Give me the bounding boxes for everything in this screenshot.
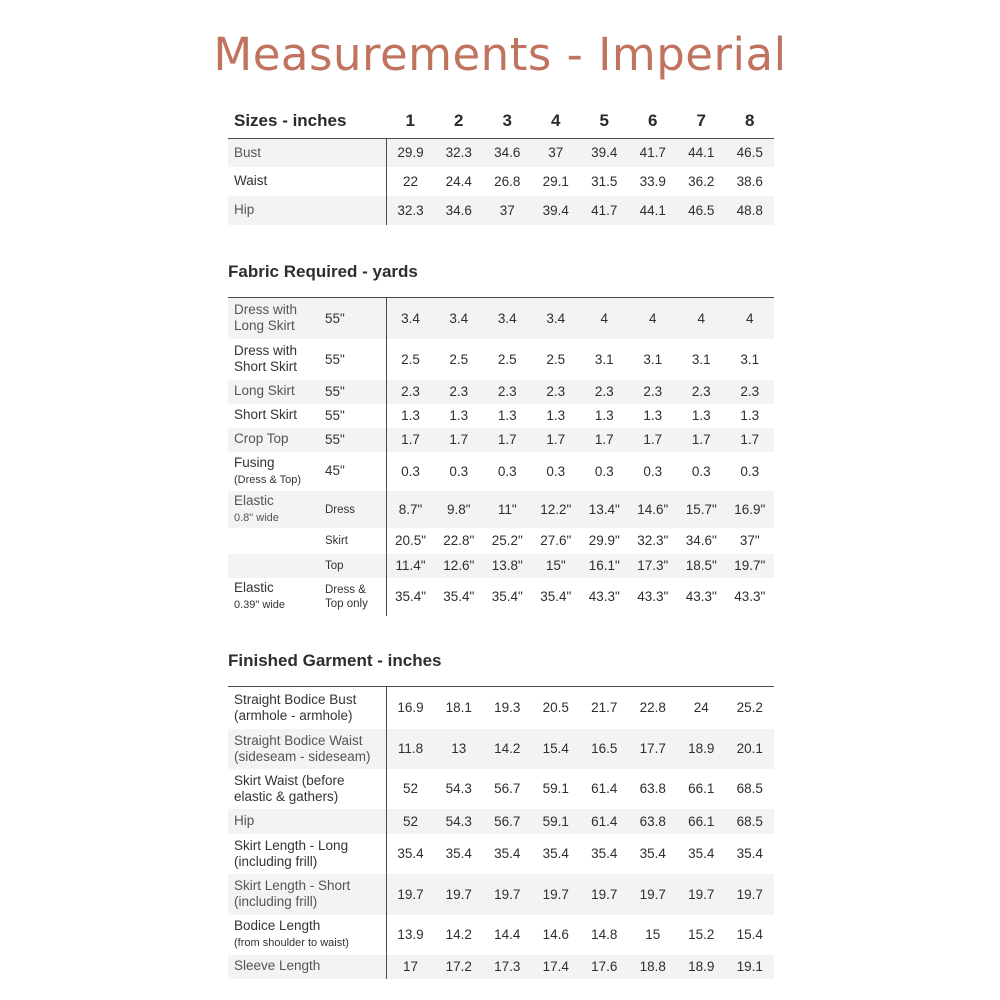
row-label: Skirt Waist (before elastic & gathers) [234,772,345,804]
table-row [228,167,774,196]
cell: 11" [483,491,532,528]
cell: 27.6" [540,533,572,548]
row-label: Waist [234,173,268,189]
fabric-width: 55" [325,311,345,326]
cell: 16.5 [580,729,629,769]
row-label: Hip [234,202,255,218]
cell: 18.9 [677,729,726,769]
sizes-header-label: Sizes - inches [228,104,386,138]
cell: 14.8 [591,927,618,942]
cell: 1.7 [580,428,629,452]
cell: 19.7 [386,874,435,915]
cell: 17 [386,955,435,979]
cell: 25.2" [491,533,523,548]
table-row [228,729,774,769]
cell: 15 [645,927,661,942]
cell: 4 [726,298,775,339]
cell: 17.3 [483,955,532,979]
cell: 39.4 [580,138,629,167]
cell: 1.3 [546,408,566,423]
cell: 14.6 [542,927,569,942]
cell: 33.9 [639,174,666,189]
cell: 2.3 [386,380,435,404]
cell: 3.4 [386,298,435,339]
cell: 35.4" [491,589,523,604]
cell: 0.3 [546,463,566,479]
cell: 18.5" [677,554,726,578]
cell: 3.4 [483,298,532,339]
cell: 38.6 [736,174,763,189]
cell: 17.3" [629,554,678,578]
cell: 24 [693,700,709,716]
fabric-width: 55" [325,383,345,399]
cell: 2.3 [532,380,581,404]
size-column-header: 8 [726,104,775,138]
cell: 11.8 [386,729,435,769]
cell: 2.3 [435,380,484,404]
cell: 1.7 [386,428,435,452]
fabric-section-title: Fabric Required - yards [228,262,418,281]
cell: 61.4 [580,809,629,834]
row-label: Straight Bodice Waist (sideseam - sideseam) [234,732,371,764]
cell: 34.6 [435,196,484,225]
cell: 61.4 [591,781,618,796]
cell: 1.3 [401,408,420,423]
cell: 18.1 [445,700,472,716]
row-label: Dress with Long Skirt [234,302,298,334]
finished-table [228,686,774,979]
row-label: Bodice Length (from shoulder to waist) [234,918,349,949]
table-row [228,196,774,225]
row-label: Crop Top [234,431,289,447]
table-row [228,404,774,428]
cell: 3.1 [594,351,614,367]
table-row [228,769,774,809]
cell: 35.4 [445,846,472,861]
elastic-use: Dress [325,503,356,516]
cell: 1.3 [643,408,663,423]
cell: 54.3 [435,809,484,834]
row-label: Elastic 0.39" wide [234,580,285,611]
cell: 15.4 [736,927,763,942]
cell: 0.3 [401,463,420,479]
table-row [228,554,774,578]
cell: 16.1" [580,554,629,578]
cell: 19.7 [629,874,678,915]
cell: 35.4" [540,589,572,604]
sizes-table-block [228,104,774,225]
row-label: Hip [234,812,255,828]
cell: 21.7 [591,700,618,716]
cell: 35.4 [494,846,521,861]
cell: 29.9 [386,138,435,167]
cell: 41.7 [629,138,678,167]
table-row [228,491,774,528]
cell: 43.3" [637,589,669,604]
cell: 1.3 [449,408,469,423]
cell: 46.5 [726,138,775,167]
cell: 14.2 [483,729,532,769]
row-label: Elastic 0.8" wide [234,492,279,524]
table-row [228,915,774,955]
size-column-header: 2 [435,104,484,138]
cell: 18.8 [629,955,678,979]
cell: 25.2 [736,700,763,716]
cell: 43.3" [685,589,717,604]
size-column-header: 3 [483,104,532,138]
cell: 17.4 [532,955,581,979]
fabric-width: 55" [325,351,345,367]
cell: 1.7 [677,428,726,452]
cell: 1.3 [691,408,711,423]
cell: 20.1 [726,729,775,769]
cell: 36.2 [688,174,715,189]
table-row [228,339,774,380]
cell: 16.9 [397,700,424,716]
cell: 14.2 [445,927,472,942]
cell: 4 [629,298,678,339]
size-column-header: 1 [386,104,435,138]
cell: 15.4 [532,729,581,769]
cell: 17.6 [580,955,629,979]
cell: 18.9 [677,955,726,979]
cell: 52 [386,809,435,834]
table-row [228,298,774,339]
cell: 35.4 [542,846,569,861]
cell: 19.3 [494,700,521,716]
cell: 14.6" [629,491,678,528]
cell: 19.7 [726,874,775,915]
cell: 19.7 [677,874,726,915]
cell: 20.5 [542,700,569,716]
cell: 34.6" [685,533,717,548]
cell: 3.4 [532,298,581,339]
cell: 22.8 [639,700,666,716]
cell: 19.7" [726,554,775,578]
cell: 26.8 [494,174,521,189]
table-row [228,452,774,491]
cell: 56.7 [494,781,521,796]
fabric-width: 45" [325,462,345,478]
cell: 1.7 [532,428,581,452]
table-row [228,138,774,167]
row-label: Skirt Length - Long (including frill) [234,837,349,869]
cell: 35.4 [688,846,715,861]
cell: 48.8 [726,196,775,225]
fabric-table [228,297,774,616]
cell: 39.4 [532,196,581,225]
fabric-width: 55" [325,431,345,447]
cell: 22 [402,174,419,189]
cell: 1.7 [435,428,484,452]
cell: 31.5 [591,174,618,189]
row-label: Long Skirt [234,383,295,399]
cell: 8.7" [386,491,435,528]
cell: 1.3 [594,408,614,423]
cell: 63.8 [639,781,666,796]
cell: 37 [483,196,532,225]
table-row [228,687,774,729]
finished-table-block [228,686,774,979]
cell: 46.5 [677,196,726,225]
cell: 15" [532,554,581,578]
cell: 2.3 [580,380,629,404]
cell: 15.2 [688,927,715,942]
cell: 37 [532,138,581,167]
cell: 2.5 [401,351,420,367]
table-row [228,528,774,554]
cell: 35.4 [397,846,424,861]
elastic-use: Top [325,559,344,572]
cell: 59.1 [532,809,581,834]
table-row [228,874,774,915]
cell: 12.2" [532,491,581,528]
cell: 35.4" [394,589,427,604]
cell: 35.4" [443,589,475,604]
cell: 0.3 [594,463,614,479]
cell: 12.6" [435,554,484,578]
cell: 32.3 [386,196,435,225]
cell: 1.7 [629,428,678,452]
cell: 52 [402,781,419,796]
cell: 41.7 [580,196,629,225]
cell: 59.1 [542,781,569,796]
table-row [228,955,774,979]
cell: 43.3" [734,589,766,604]
row-label: Bust [234,144,262,160]
cell: 2.3 [629,380,678,404]
cell: 3.1 [643,351,663,367]
cell: 0.3 [643,463,663,479]
cell: 19.7 [532,874,581,915]
cell: 35.4 [639,846,666,861]
elastic-use: Skirt [325,534,348,547]
cell: 2.5 [449,351,469,367]
elastic-use: Dress & Top only [325,583,368,610]
cell: 43.3" [588,589,620,604]
cell: 35.4 [591,846,618,861]
cell: 0.3 [691,463,711,479]
cell: 63.8 [629,809,678,834]
cell: 3.4 [435,298,484,339]
cell: 66.1 [688,781,715,796]
cell: 22.8" [443,533,475,548]
cell: 16.9" [726,491,775,528]
cell: 19.7 [435,874,484,915]
cell: 19.7 [580,874,629,915]
cell: 20.5" [394,533,427,548]
cell: 32.3 [435,138,484,167]
cell: 17.2 [435,955,484,979]
cell: 13 [435,729,484,769]
cell: 17.7 [629,729,678,769]
cell: 44.1 [629,196,678,225]
cell: 4 [677,298,726,339]
cell: 35.4 [736,846,763,861]
cell: 11.4" [386,554,435,578]
cell: 13.4" [580,491,629,528]
size-column-header: 4 [532,104,581,138]
cell: 34.6 [483,138,532,167]
cell: 0.3 [497,463,517,479]
cell: 2.3 [483,380,532,404]
cell: 44.1 [677,138,726,167]
row-label: Straight Bodice Bust (armhole - armhole) [234,691,357,723]
cell: 0.3 [740,463,760,479]
size-column-header: 6 [629,104,678,138]
cell: 15.7" [677,491,726,528]
cell: 13.9 [397,927,424,942]
row-label: Skirt Length - Short (including frill) [234,878,351,909]
cell: 2.3 [677,380,726,404]
cell: 24.4 [445,174,472,189]
cell: 32.3" [637,533,669,548]
cell: 0.3 [449,463,469,479]
cell: 2.5 [497,351,517,367]
cell: 14.4 [494,927,521,942]
cell: 1.3 [740,408,760,423]
cell: 3.1 [740,351,760,367]
size-column-header: 7 [677,104,726,138]
cell: 68.5 [736,781,763,796]
cell: 66.1 [677,809,726,834]
size-column-header: 5 [580,104,629,138]
table-row [228,834,774,874]
cell: 19.1 [726,955,775,979]
table-row [228,809,774,834]
sizes-header-row [228,104,774,138]
page-title: Measurements - Imperial [213,28,787,81]
cell: 54.3 [445,781,472,796]
cell: 19.7 [483,874,532,915]
table-row [228,380,774,404]
cell: 4 [580,298,629,339]
row-label: Dress with Short Skirt [234,343,298,374]
finished-section-title: Finished Garment - inches [228,651,442,670]
cell: 2.5 [546,351,566,367]
cell: 1.7 [483,428,532,452]
cell: 1.7 [726,428,775,452]
cell: 2.3 [726,380,775,404]
table-row [228,428,774,452]
cell: 29.1 [542,174,569,189]
cell: 37" [739,533,760,548]
cell: 68.5 [726,809,775,834]
cell: 3.1 [691,351,711,367]
cell: 13.8" [483,554,532,578]
table-row [228,578,774,616]
row-label: Sleeve Length [234,958,321,974]
cell: 56.7 [483,809,532,834]
cell: 29.9" [588,533,620,548]
cell: 9.8" [435,491,484,528]
fabric-width: 55" [325,407,345,423]
row-label: Short Skirt [234,407,298,423]
fabric-table-block [228,297,774,616]
sizes-table [228,104,774,225]
row-label: Fusing (Dress & Top) [234,454,302,486]
cell: 1.3 [497,408,517,423]
